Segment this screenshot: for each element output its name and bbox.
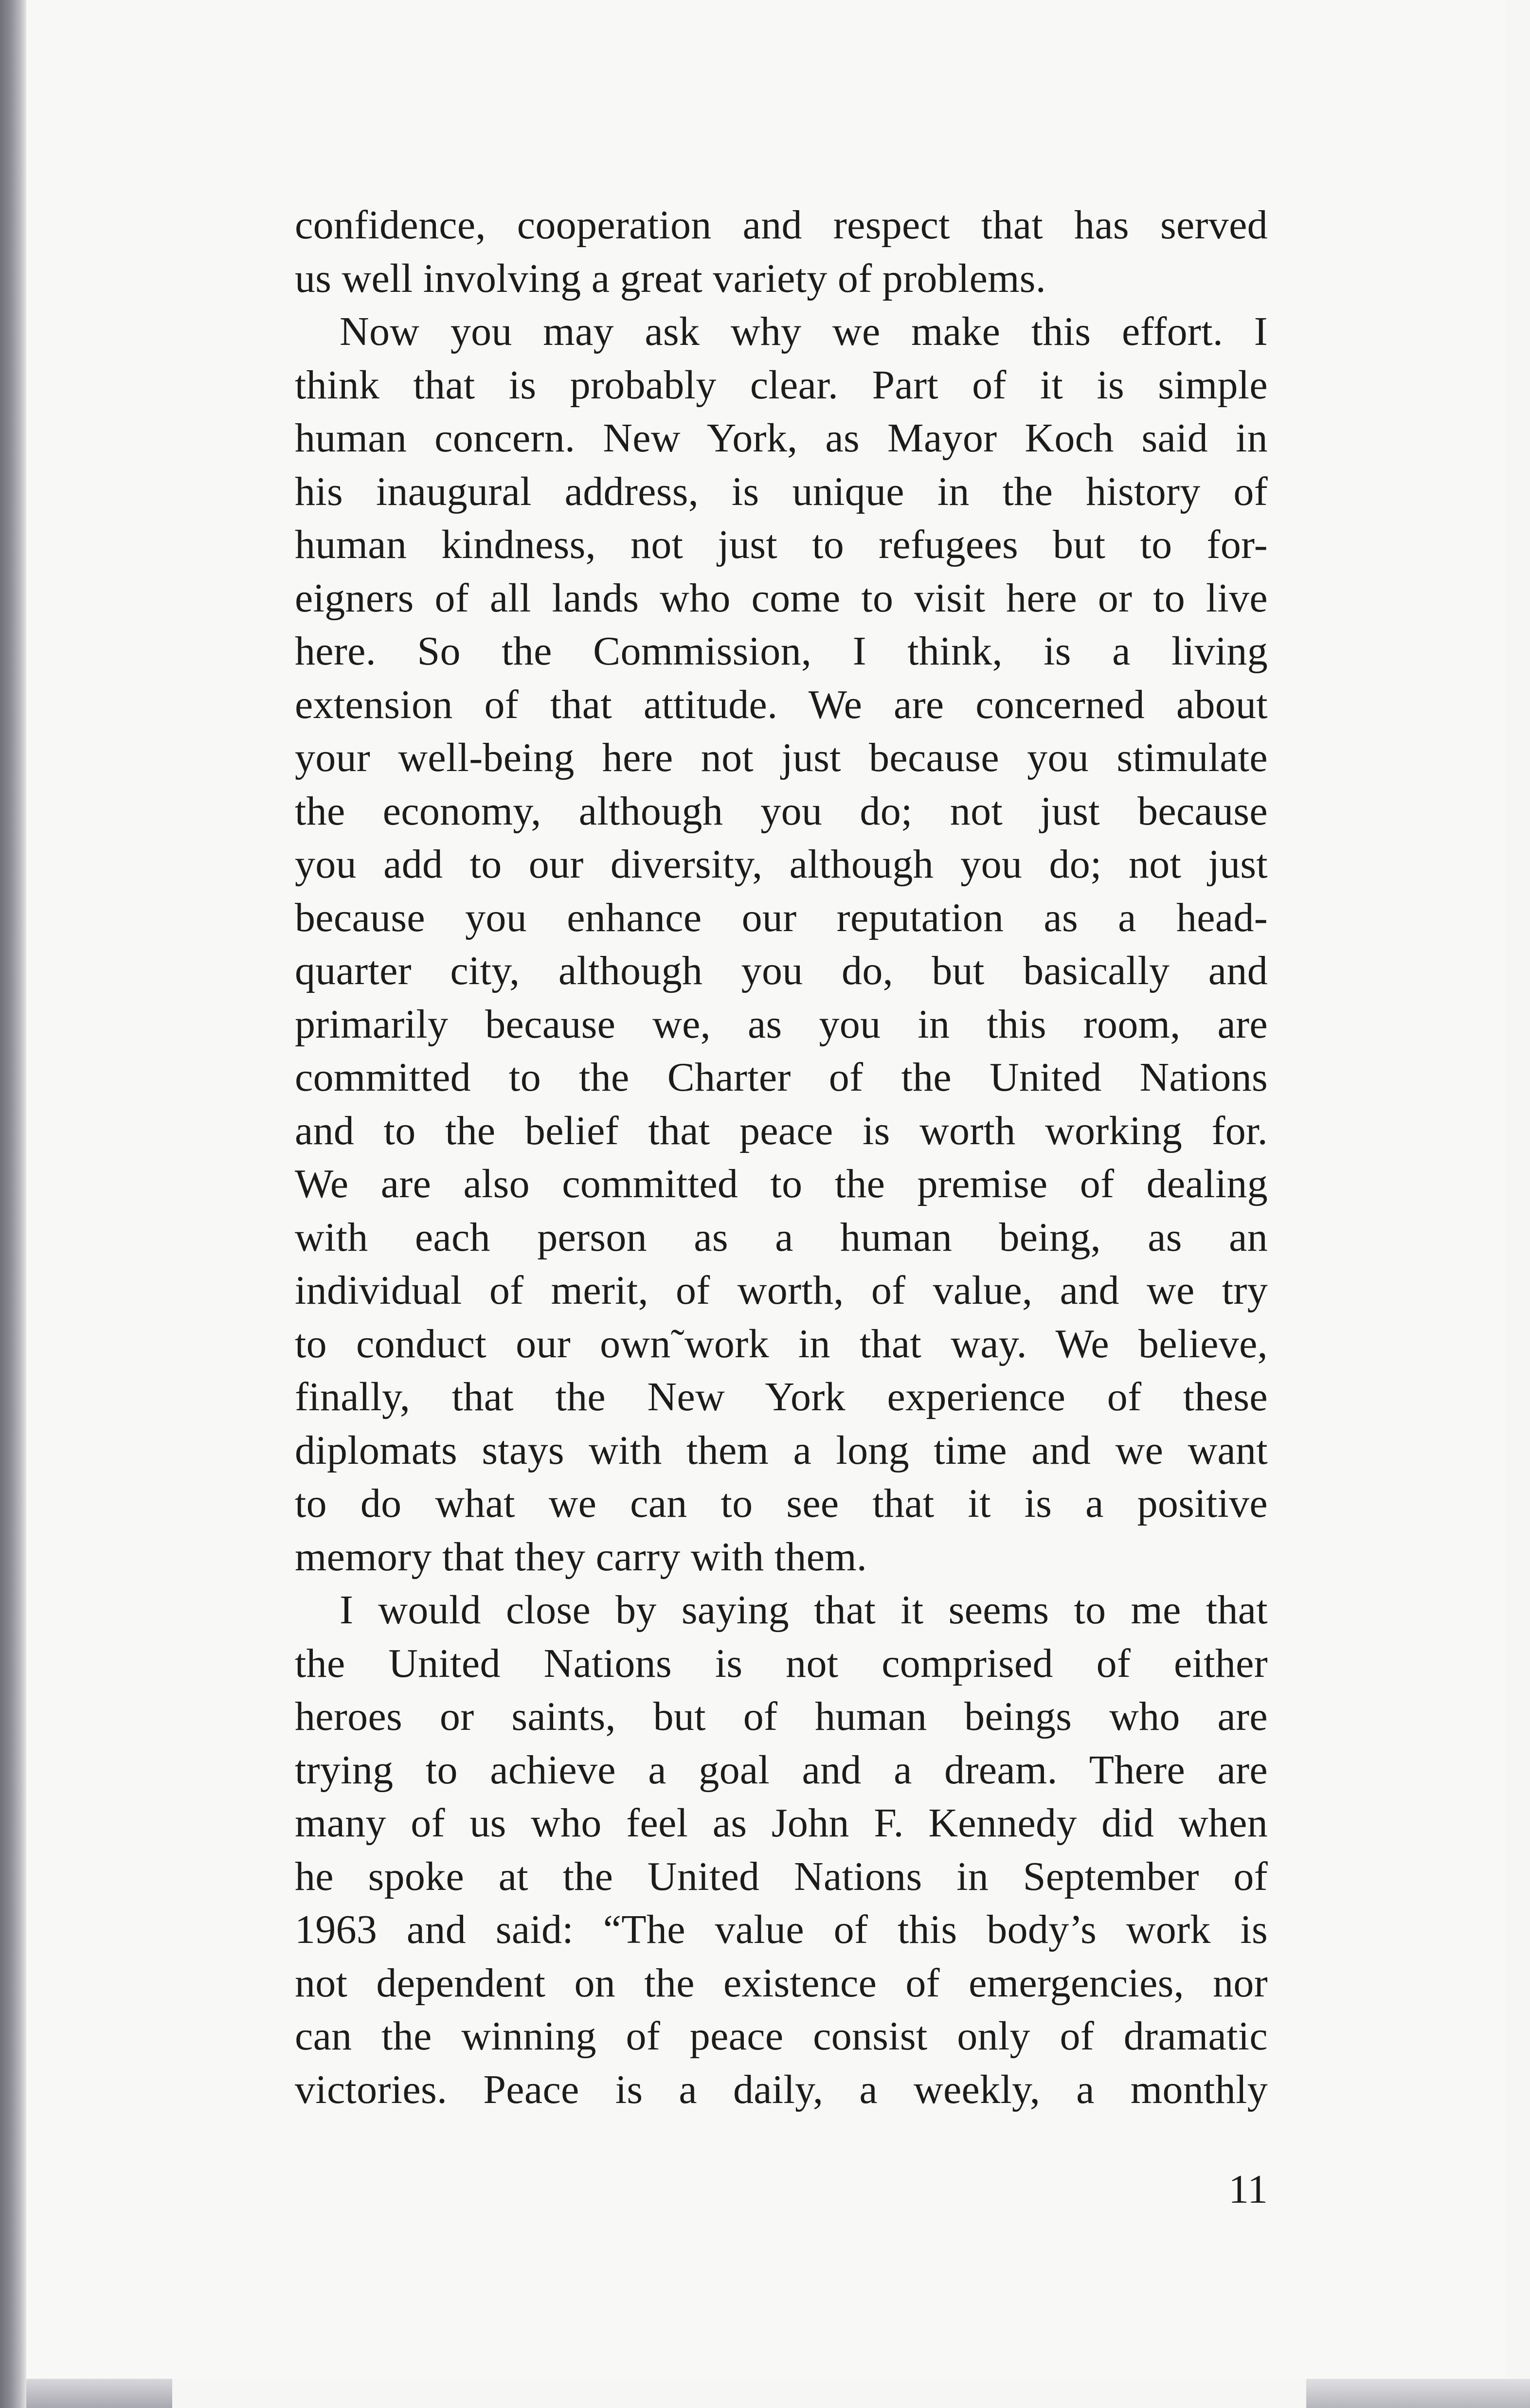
text-line: trying to achieve a goal and a dream. There are bbox=[295, 1747, 1268, 1793]
text-line: many of us who feel as John F. Kennedy did when bbox=[295, 1800, 1268, 1846]
paragraph bbox=[295, 305, 1268, 1583]
text-line: human kindness, not just to refugees but to for- bbox=[295, 522, 1268, 567]
text-line: the United Nations is not comprised of either bbox=[295, 1640, 1268, 1686]
text-line: and to the belief that peace is worth working for. bbox=[295, 1108, 1268, 1153]
text-line: us well involving a great variety of problems. bbox=[295, 255, 1046, 301]
text-line: with each person as a human being, as an bbox=[295, 1214, 1268, 1260]
text-line: he spoke at the United Nations in September of bbox=[295, 1853, 1268, 1899]
scan-shadow-bottom-left bbox=[26, 2379, 172, 2408]
text-line: not dependent on the existence of emergencies, nor bbox=[295, 1960, 1268, 2006]
text-line: can the winning of peace consist only of dramatic bbox=[295, 2013, 1268, 2059]
text-line: the economy, although you do; not just because bbox=[295, 788, 1268, 834]
scan-shadow-bottom-right bbox=[1306, 2379, 1530, 2408]
page-number: 11 bbox=[1228, 2167, 1268, 2212]
text-line: because you enhance our reputation as a head- bbox=[295, 895, 1268, 940]
text-line: quarter city, although you do, but basically and bbox=[295, 948, 1268, 993]
text-line: you add to our diversity, although you do; not just bbox=[295, 842, 1268, 887]
text-line: extension of that attitude. We are concerned about bbox=[295, 682, 1268, 727]
text-line: individual of merit, of worth, of value, and we try bbox=[295, 1268, 1268, 1313]
text-line: heroes or saints, but of human beings who are bbox=[295, 1694, 1268, 1739]
text-line: 1963 and said: “The value of this body’s work is bbox=[295, 1907, 1268, 1952]
text-line: I would close by saying that it seems to me that bbox=[340, 1587, 1268, 1633]
text-line: human concern. New York, as Mayor Koch said in bbox=[295, 415, 1268, 461]
text-line: diplomats stays with them a long time and we want bbox=[295, 1427, 1268, 1473]
paragraph bbox=[295, 1583, 1268, 2116]
text-line: Now you may ask why we make this effort. I bbox=[340, 309, 1268, 354]
text-line: to conduct our own˜work in that way. We believe, bbox=[295, 1321, 1268, 1366]
text-line: think that is probably clear. Part of it is simple bbox=[295, 362, 1268, 408]
text-line: to do what we can to see that it is a positive bbox=[295, 1481, 1268, 1526]
text-line: your well-being here not just because you stimulate bbox=[295, 735, 1268, 780]
text-line: here. So the Commission, I think, is a living bbox=[295, 629, 1268, 674]
text-line: memory that they carry with them. bbox=[295, 1534, 867, 1580]
text-line: finally, that the New York experience of these bbox=[295, 1374, 1268, 1420]
text-line: victories. Peace is a daily, a weekly, a monthly bbox=[295, 2067, 1268, 2112]
scan-shadow-left bbox=[0, 0, 26, 2408]
text-line: confidence, cooperation and respect that has served bbox=[295, 202, 1268, 248]
body-text bbox=[295, 198, 1268, 2116]
paragraph bbox=[295, 198, 1268, 305]
text-line: We are also committed to the premise of dealing bbox=[295, 1161, 1268, 1206]
text-line: committed to the Charter of the United Nations bbox=[295, 1055, 1268, 1100]
text-line: primarily because we, as you in this room, are bbox=[295, 1001, 1268, 1047]
text-line: eigners of all lands who come to visit here or to live bbox=[295, 575, 1268, 621]
text-line: his inaugural address, is unique in the history of bbox=[295, 468, 1268, 514]
